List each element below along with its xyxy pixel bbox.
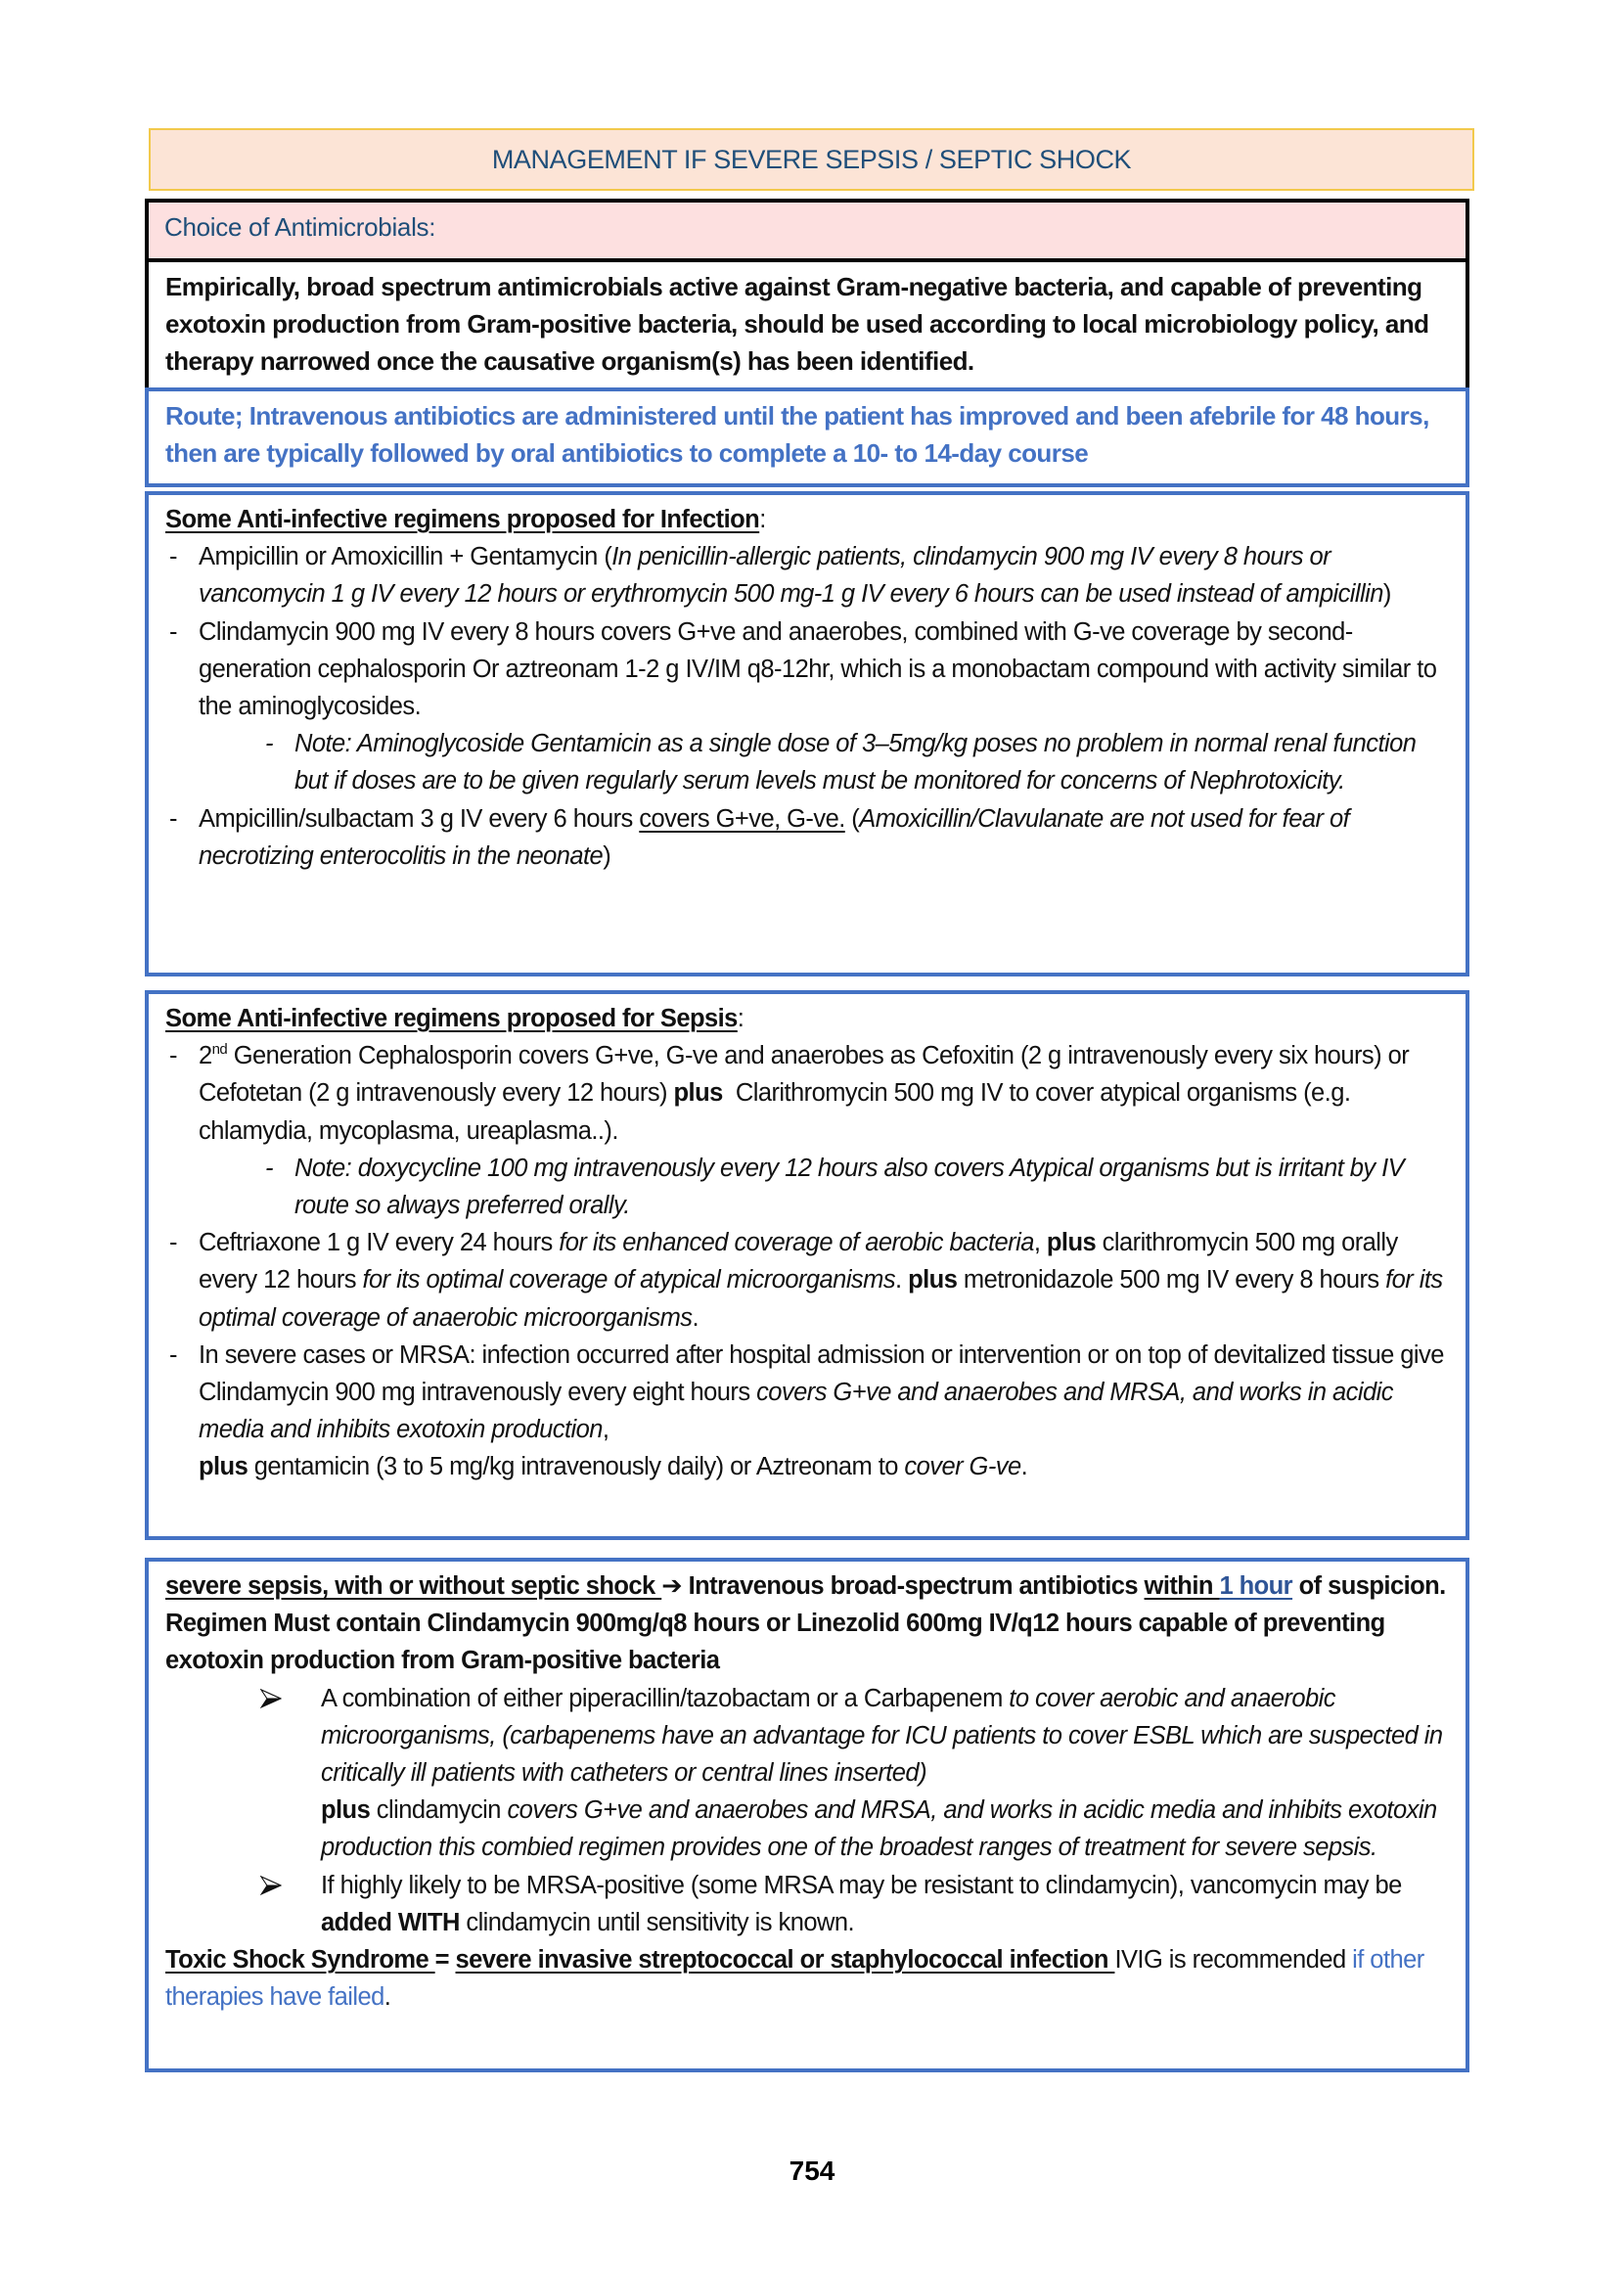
- item-text: 2: [199, 1042, 212, 1070]
- underlined-text: severe sepsis, with or without septic shock: [165, 1572, 662, 1600]
- bold-text: plus: [1046, 1229, 1097, 1257]
- arrowhead-bullet-icon: [260, 1689, 282, 1708]
- list-item: [165, 538, 1450, 613]
- item-italic-text: In penicillin-allergic patients, clindamycin 900 mg IV every 8 hours or vancomycin 1 g IV every 12 hours or erythromycin 500 mg-1 g IV every 6 hours can be used instead of ampicillin: [199, 543, 1383, 609]
- item-text: A combination of either piperacillin/tazobactam or a Carbapenem: [321, 1684, 1010, 1712]
- arrow-list-item: [165, 1680, 1450, 1867]
- item-italic-text: covers G+ve and anaerobes and MRSA, and works in acidic media and inhibits exotoxin production: [199, 1379, 1393, 1444]
- bold-text: of suspicion. Regimen Must contain Clindamycin 900mg/q8 hours or Linezolid 600mg IV/q12 hours capable of preventing exotoxin production from Gram-positive bacteria: [165, 1572, 1446, 1675]
- superscript: nd: [211, 1041, 228, 1059]
- item-text: clindamycin: [370, 1796, 508, 1825]
- bold-text: plus: [908, 1266, 958, 1294]
- note-text: Note: doxycycline 100 mg intravenously every 12 hours also covers Atypical organisms but is irritant by IV route so always preferred orally.: [294, 1154, 1405, 1220]
- choice-heading: Choice of Antimicrobials:: [164, 212, 436, 242]
- item-italic-text: for its optimal coverage of anaerobic microorganisms: [199, 1266, 1443, 1332]
- right-arrow-icon: ➔: [661, 1572, 683, 1600]
- item-italic-text: cover G-ve: [904, 1453, 1021, 1481]
- route-box: [145, 387, 1469, 487]
- choice-of-antimicrobials-header: [145, 199, 1469, 262]
- item-text: ,: [602, 1416, 609, 1444]
- infection-heading-line: [165, 501, 1450, 538]
- list-item: [165, 1337, 1450, 1486]
- item-text: IVIG is recommended: [1114, 1946, 1353, 1975]
- bold-text: plus: [199, 1453, 248, 1481]
- tss-term: Toxic Shock Syndrome: [165, 1946, 435, 1975]
- item-text: Ceftriaxone 1 g IV every 24 hours: [199, 1229, 560, 1257]
- tss-definition: severe invasive streptococcal or staphylococcal infection: [455, 1946, 1115, 1975]
- dash-bullet-icon: -: [265, 730, 273, 758]
- note-text: Note: Aminoglycoside Gentamicin as a single dose of 3–5mg/kg poses no problem in normal renal function but if doses are to be given regularly serum levels must be monitored for concerns of Nephrotoxicity.: [294, 730, 1417, 795]
- page-title: MANAGEMENT IF SEVERE SEPSIS / SEPTIC SHOCK: [491, 144, 1132, 174]
- bold-text: plus: [321, 1796, 371, 1825]
- heading-colon: :: [737, 1005, 744, 1032]
- item-text: In severe cases or MRSA: infection occurred after hospital admission or intervention or on top of devitalized tissue give Clindamycin 900 mg intravenously every eight hours: [199, 1340, 1444, 1407]
- dash-bullet-icon: -: [169, 1042, 177, 1070]
- item-italic-text: covers G+ve and anaerobes and MRSA, and works in acidic media and inhibits exotoxin production this combied regimen provides one of the broadest ranges of treatment for severe sepsis.: [321, 1796, 1437, 1862]
- page-number: 754: [789, 2156, 835, 2186]
- item-text: ,: [1033, 1229, 1047, 1257]
- list-item: [165, 1224, 1450, 1337]
- item-text: Clindamycin 900 mg IV every 8 hours covers G+ve and anaerobes, combined with G-ve coverage by second-generation cephalosporin Or aztreonam 1-2 g IV/IM q8-12hr, which is a monobactam compound with activity similar to the aminoglycosides.: [199, 617, 1437, 721]
- blue-text: if other therapies have failed: [165, 1946, 1424, 2012]
- item-text: .: [895, 1266, 909, 1294]
- dash-bullet-icon: -: [265, 1154, 273, 1182]
- item-text: (: [844, 804, 860, 833]
- one-hour-link[interactable]: 1 hour: [1219, 1572, 1293, 1600]
- section-title-banner: [149, 128, 1474, 191]
- toxic-shock-syndrome-line: [165, 1941, 1450, 2016]
- underlined-text: covers G+ve, G-ve.: [639, 804, 845, 833]
- item-text: If highly likely to be MRSA-positive (some MRSA may be resistant to clindamycin), vancomycin may be: [321, 1871, 1402, 1899]
- underlined-text: within: [1144, 1572, 1220, 1600]
- choice-body-text: Empirically, broad spectrum antimicrobials active against Gram-negative bacteria, and capable of preventing exotoxin production from Gram-positive bacteria, should be used according to local microbiology policy, and therapy narrowed once the causative organism(s) has been identified.: [165, 272, 1429, 376]
- bold-text: added WITH: [321, 1908, 460, 1936]
- item-text: ): [603, 841, 611, 870]
- item-text: Ampicillin or Amoxicillin + Gentamycin (: [199, 543, 612, 571]
- item-text: clindamycin until sensitivity is known.: [459, 1908, 854, 1936]
- item-italic-text: to cover aerobic and anaerobic microorganisms, (carbapenems have an advantage for ICU patients to cover ESBL which are suspected in critically ill patients with catheters or central lines inserted): [321, 1684, 1443, 1788]
- sepsis-regimens-box: [145, 990, 1469, 1540]
- route-text: Route; Intravenous antibiotics are administered until the patient has improved and been afebrile for 48 hours, then are typically followed by oral antibiotics to complete a 10- to 14-day course: [165, 401, 1429, 468]
- dash-bullet-icon: -: [169, 804, 177, 833]
- item-text: Ampicillin/sulbactam 3 g IV every 6 hours: [199, 804, 640, 833]
- heading-colon: :: [759, 506, 766, 533]
- list-item: [165, 1037, 1450, 1150]
- item-text: .: [692, 1303, 699, 1332]
- severe-sepsis-lead: [165, 1567, 1450, 1680]
- item-italic-text: for its optimal coverage of atypical microorganisms: [362, 1266, 896, 1294]
- dash-bullet-icon: -: [169, 1229, 177, 1257]
- item-text: Clarithromycin 500 mg IV to cover atypical organisms (e.g. chlamydia, mycoplasma, ureaplasma..).: [199, 1079, 1357, 1145]
- bold-text: Intravenous broad-spectrum antibiotics: [682, 1572, 1145, 1600]
- sepsis-heading-line: [165, 1000, 1450, 1037]
- item-text: metronidazole 500 mg IV every 8 hours: [957, 1266, 1386, 1294]
- sub-note-item: [165, 725, 1450, 799]
- infection-regimens-box: [145, 491, 1469, 976]
- item-text: Generation Cephalosporin covers G+ve, G-ve and anaerobes as Cefoxitin (2 g intravenously every six hours) or Cefotetan (2 g intravenously every 12 hours): [199, 1042, 1410, 1108]
- item-text: ): [1382, 580, 1391, 609]
- equals-sign: =: [434, 1946, 449, 1975]
- sepsis-heading: Some Anti-infective regimens proposed for Sepsis: [165, 1005, 738, 1032]
- arrowhead-bullet-icon: [260, 1876, 282, 1895]
- list-item: [165, 800, 1450, 875]
- item-text: clarithromycin 500 mg orally every 12 hours: [199, 1229, 1398, 1294]
- item-text: gentamicin (3 to 5 mg/kg intravenously daily) or Aztreonam to: [248, 1453, 905, 1481]
- severe-sepsis-box: [145, 1558, 1469, 2072]
- item-italic-text: Amoxicillin/Clavulanate are not used for fear of necrotizing enterocolitis in the neonate: [199, 804, 1350, 870]
- dash-bullet-icon: -: [169, 1340, 177, 1369]
- sub-note-item: [165, 1150, 1450, 1224]
- dash-bullet-icon: -: [169, 543, 177, 571]
- item-italic-text: for its enhanced coverage of aerobic bacteria: [559, 1229, 1034, 1257]
- dash-bullet-icon: -: [169, 617, 177, 646]
- choice-of-antimicrobials-body: [145, 260, 1469, 389]
- arrow-list-item: [165, 1867, 1450, 1941]
- list-item: [165, 613, 1450, 726]
- infection-heading: Some Anti-infective regimens proposed for Infection: [165, 506, 760, 533]
- item-text: .: [383, 1983, 391, 2012]
- bold-text: plus: [673, 1079, 723, 1108]
- item-text: .: [1020, 1453, 1028, 1481]
